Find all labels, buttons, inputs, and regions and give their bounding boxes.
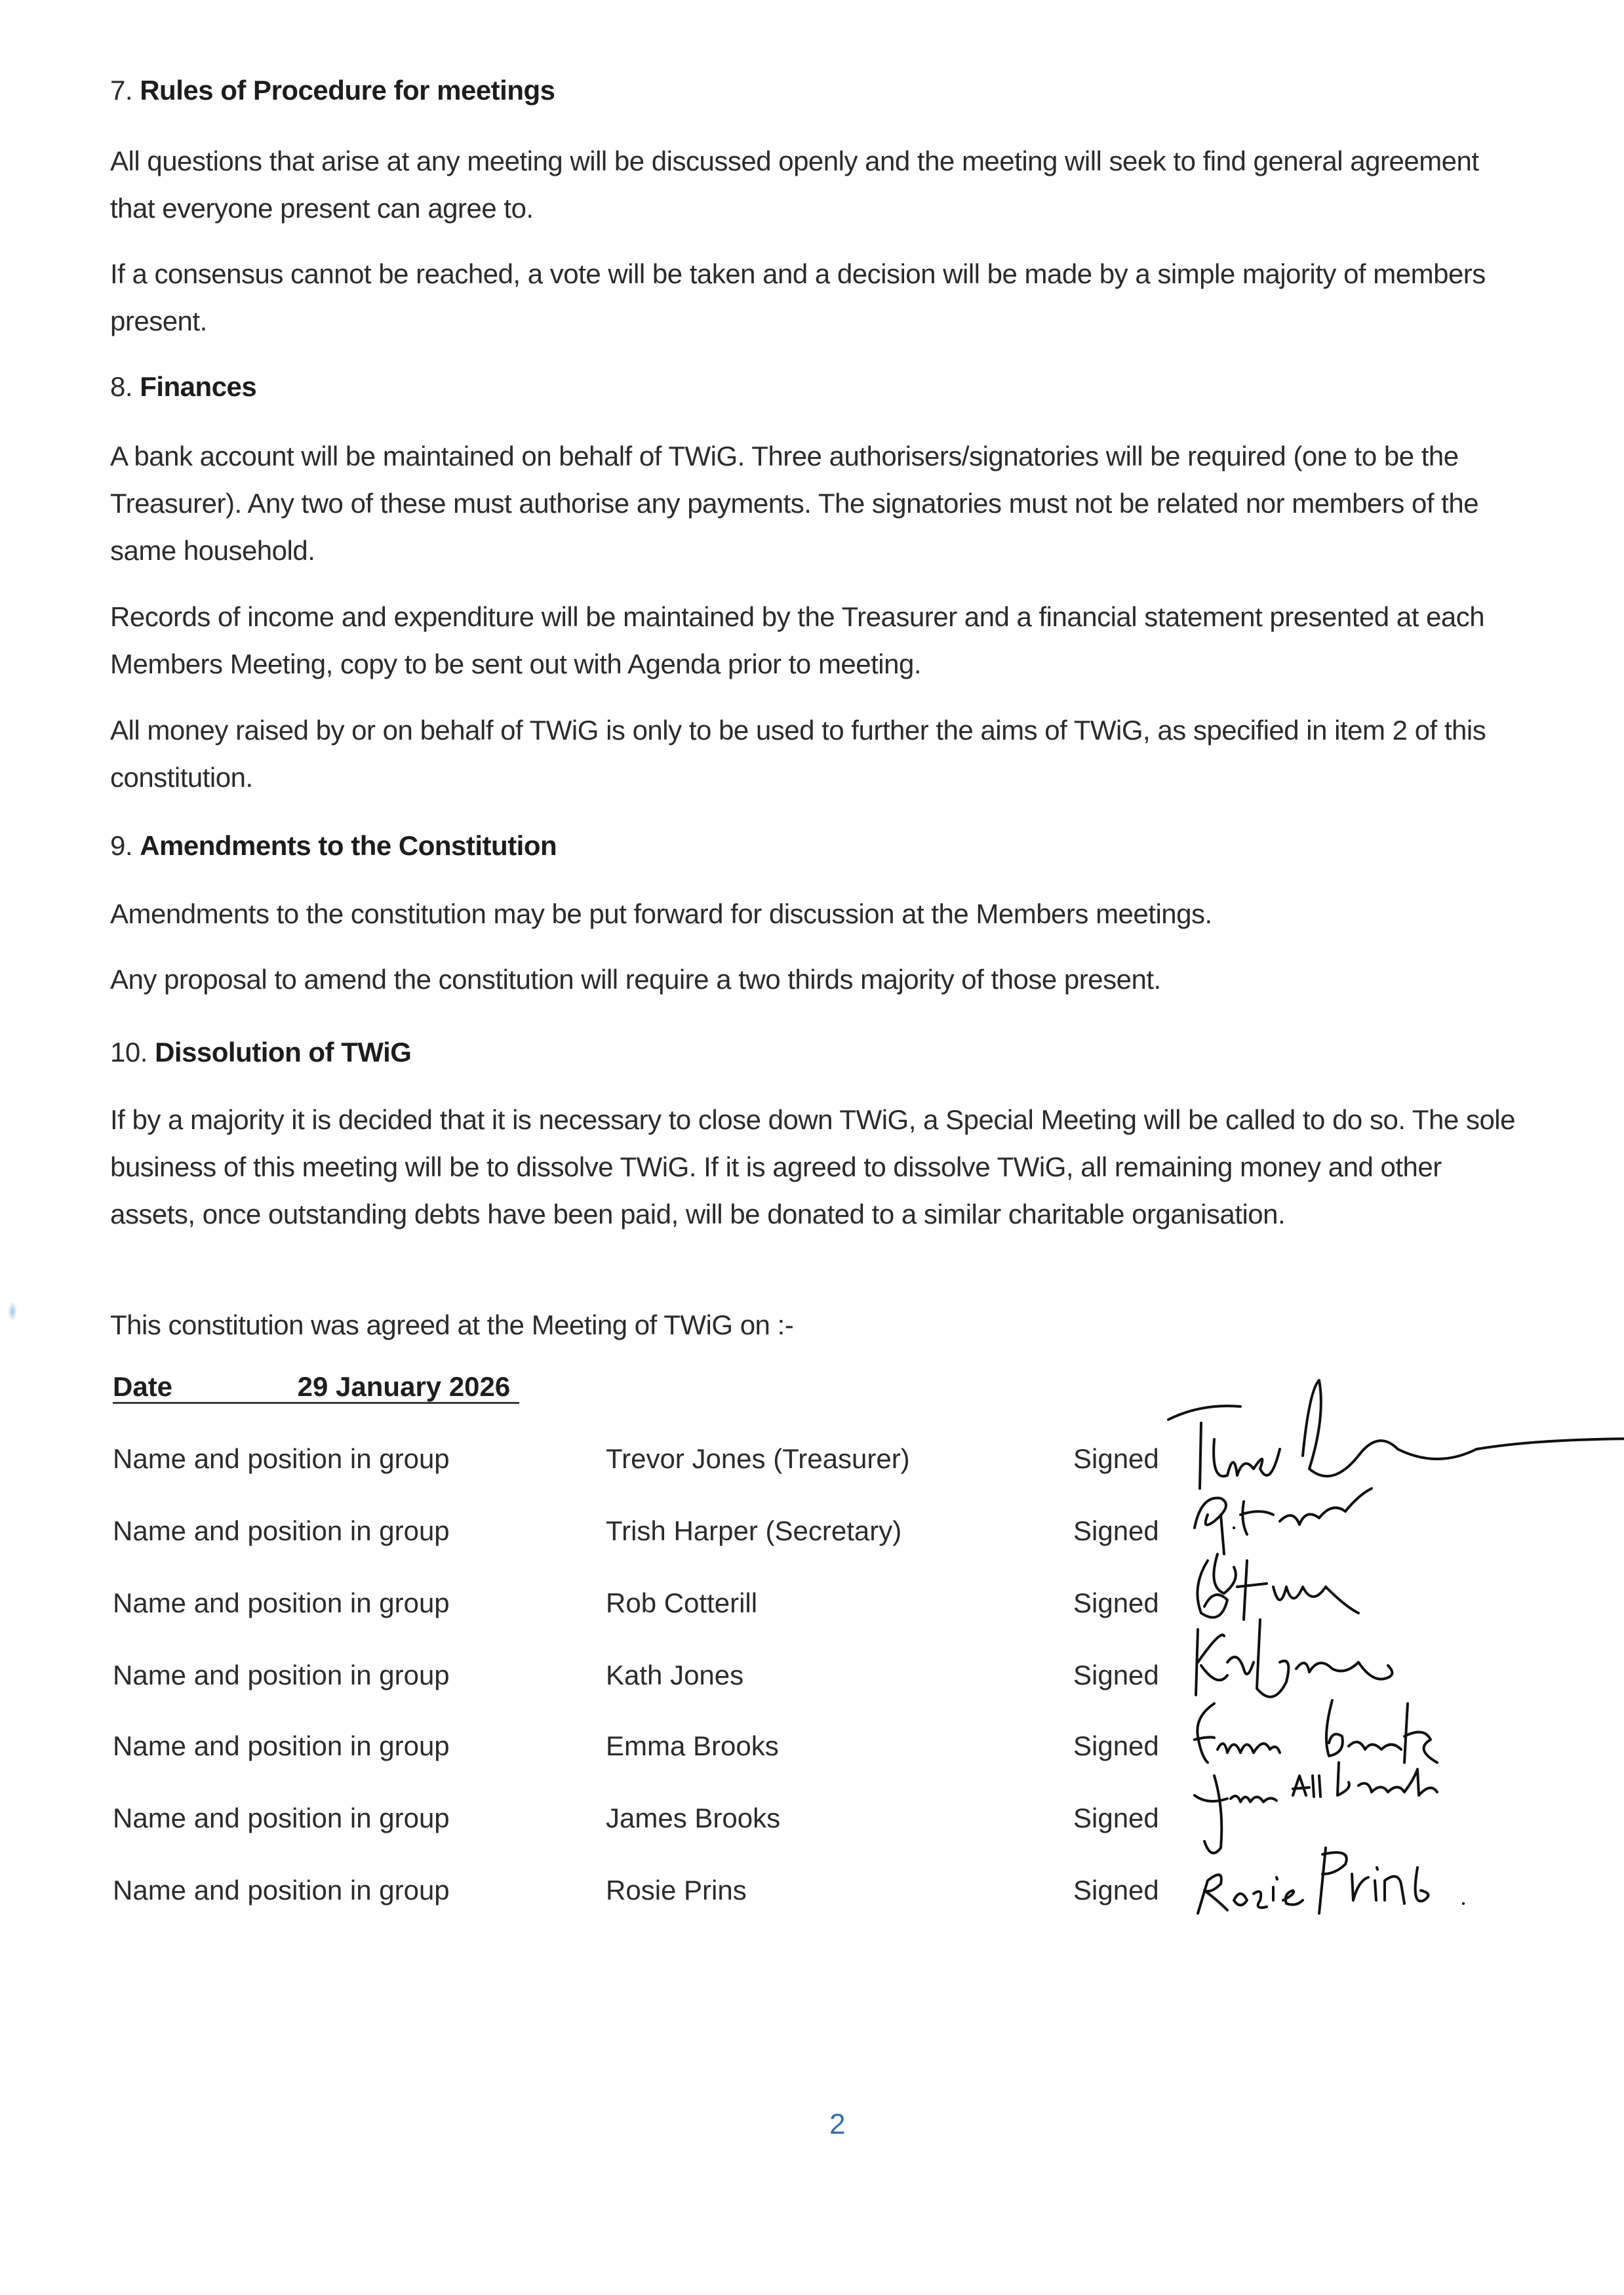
- handwritten-signature-icon: [1188, 1828, 1490, 1926]
- section-number: 7.: [110, 75, 133, 106]
- signatory-name: James Brooks: [606, 1803, 781, 1833]
- section-title: Rules of Procedure for meetings: [140, 75, 555, 106]
- date-row: [113, 1367, 510, 1407]
- signatory-name: Rob Cotterill: [606, 1587, 758, 1618]
- field-label: Name and position in group: [113, 1803, 450, 1833]
- agreement-statement: This constitution was agreed at the Meeting of TWiG on :-: [110, 1309, 794, 1340]
- date-underline: [113, 1402, 519, 1404]
- date-value: 29 January 2026: [297, 1371, 511, 1402]
- field-label: Name and position in group: [113, 1515, 450, 1546]
- field-label: Name and position in group: [113, 1875, 450, 1906]
- section-9-heading: [110, 826, 1520, 866]
- page-number: 2: [829, 2108, 846, 2140]
- section-8-paragraph-1: A bank account will be maintained on behalf of TWiG. Three authorisers/signatories will be required (one to be the Treasurer). Any two of these must authorise any payments. The signatories must not be related nor members of the same household.: [110, 441, 1479, 566]
- signed-label: Signed: [1073, 1803, 1159, 1833]
- signed-label: Signed: [1073, 1660, 1159, 1690]
- date-label: Date: [113, 1371, 173, 1402]
- section-title: Finances: [140, 371, 257, 402]
- signatory-name: Rosie Prins: [606, 1875, 747, 1906]
- section-title: Dissolution of TWiG: [155, 1037, 412, 1068]
- signed-label: Signed: [1073, 1443, 1159, 1474]
- section-8-paragraph-2: Records of income and expenditure will be maintained by the Treasurer and a financial statement presented at each Members Meeting, copy to be sent out with Agenda prior to meeting.: [110, 601, 1485, 679]
- section-10-heading: [110, 1033, 1520, 1072]
- section-10-paragraph-1: If by a majority it is decided that it is necessary to close down TWiG, a Special Meeting will be called to do so. The sole business of this meeting will be to dissolve TWiG. If it is agreed to dissolve TWiG, all remaining money and other assets, once outstanding debts have been paid, will be donated to a similar charitable organisation.: [110, 1104, 1515, 1229]
- field-label: Name and position in group: [113, 1587, 450, 1618]
- signed-label: Signed: [1073, 1587, 1159, 1618]
- signatory-name: Trish Harper (Secretary): [606, 1515, 902, 1546]
- signed-label: Signed: [1073, 1730, 1159, 1761]
- signatory-name: Emma Brooks: [606, 1730, 779, 1761]
- signatory-name: Kath Jones: [606, 1660, 744, 1690]
- section-8-paragraph-3: All money raised by or on behalf of TWiG is only to be used to further the aims of TWiG, as specified in item 2 of this constitution.: [110, 715, 1486, 793]
- signatory-name: Trevor Jones (Treasurer): [606, 1443, 910, 1474]
- signatory-row: [113, 1871, 1588, 1930]
- section-number: 9.: [110, 830, 133, 861]
- field-label: Name and position in group: [113, 1443, 450, 1474]
- section-9-paragraph-2: Any proposal to amend the constitution will require a two thirds majority of those present.: [110, 964, 1161, 995]
- section-title: Amendments to the Constitution: [140, 830, 557, 861]
- signed-label: Signed: [1073, 1515, 1159, 1546]
- section-number: 10.: [110, 1037, 148, 1068]
- field-label: Name and position in group: [113, 1660, 450, 1690]
- section-7-paragraph-2: If a consensus cannot be reached, a vote will be taken and a decision will be made by a simple majority of members present.: [110, 258, 1486, 336]
- field-label: Name and position in group: [113, 1730, 450, 1761]
- section-8-heading: [110, 367, 1520, 407]
- section-7-paragraph-1: All questions that arise at any meeting will be discussed openly and the meeting will seek to find general agreement that everyone present can agree to.: [110, 146, 1479, 224]
- section-number: 8.: [110, 371, 133, 402]
- signed-label: Signed: [1073, 1875, 1159, 1906]
- section-9-paragraph-1: Amendments to the constitution may be put forward for discussion at the Members meetings.: [110, 898, 1212, 929]
- scan-speck: [8, 1302, 17, 1321]
- section-7-heading: [110, 71, 1520, 110]
